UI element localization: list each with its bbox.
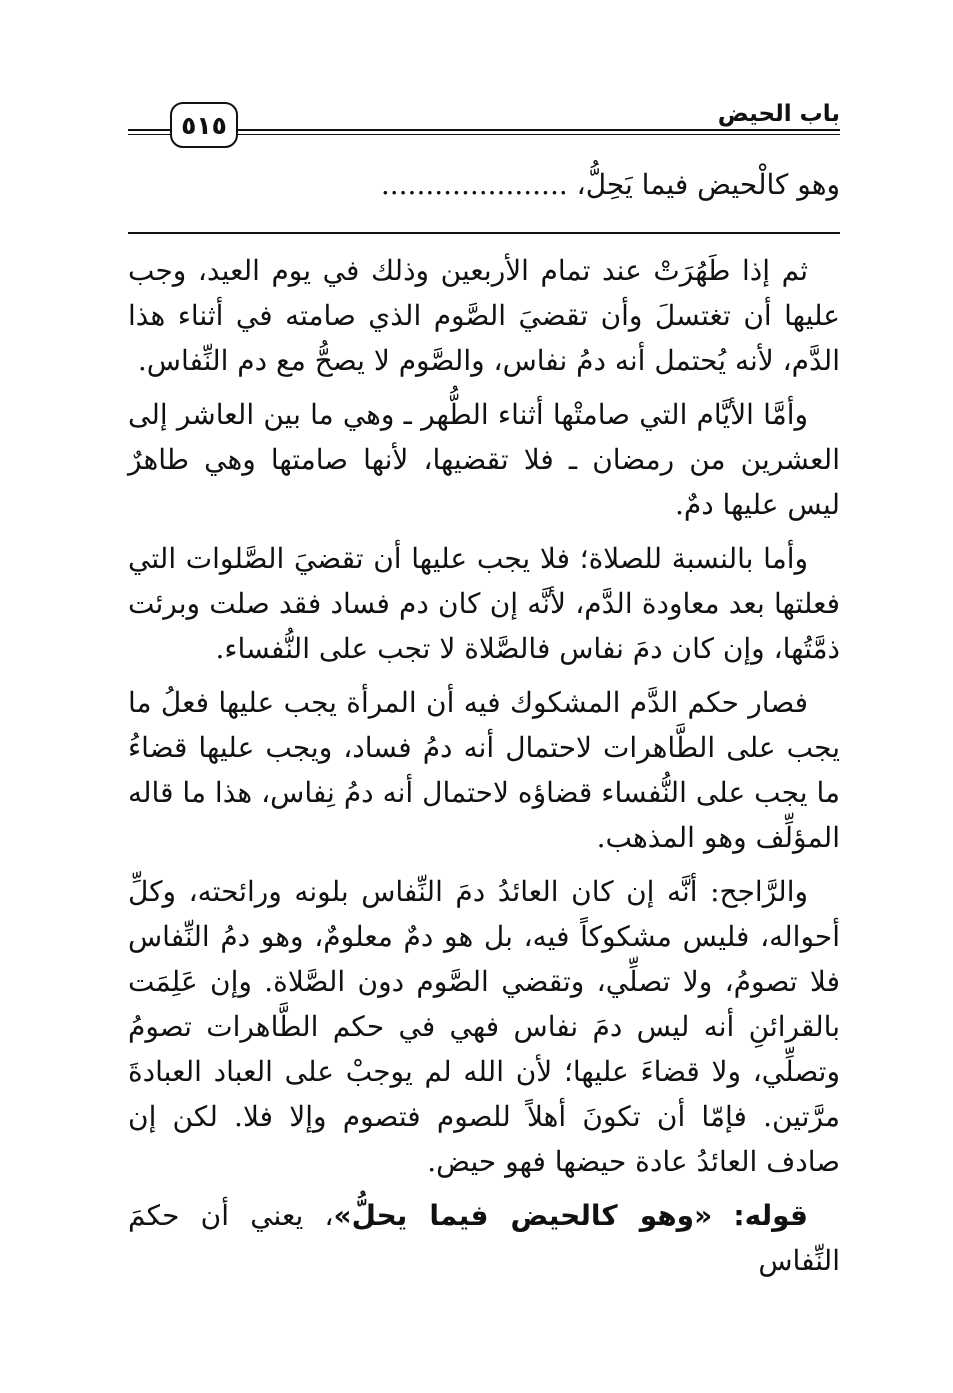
paragraph: والرَّاجح: أنَّه إن كان العائدُ دمَ النِّفاس بلونه ورائحته، وكلِّ أحواله، فليس مشكوكاً فيه، بل هو دمٌ معلومٌ، وهو دمُ النِّفاس فلا تصومُ، ولا تصلِّي، وتقضي الصَّوم دون الصَّلاة. وإن عَلِمَت بالقرائنِ أنه ليس دمَ نفاس فهي في حكم الطَّاهرات تصومُ وتصلِّي، ولا قضاءَ عليها؛ لأن الله لم يوجبْ على العباد العبادةَ مرَّتين. فإمّا أن تكونَ أهلاً للصوم فتصوم وإلا فلا. لكن إن صادف العائدُ عادة حيضها فهو حيض. [128, 875, 841, 1178]
paragraph: وأما بالنسبة للصلاة؛ فلا يجب عليها أن تقضيَ الصَّلوات التي فعلتها بعد معاودة الدَّم، لأنَّه إن كان دم فساد فقد صلت وبرئت ذمَّتُها، وإن كان دمَ نفاس فالصَّلاة لا تجب على النُّفساء. [128, 542, 840, 665]
quoted-matn: «وهو كالحيض فيما يحلُّ» [333, 1199, 713, 1232]
last-paragraph [128, 1193, 840, 1283]
page-number: ٥١٥ [170, 102, 238, 148]
chapter-title: باب الحيض [717, 101, 840, 127]
paragraph: فصار حكم الدَّم المشكوك فيه أن المرأة يجب عليها فعلُ ما يجب على الطَّاهرات لاحتمال أنه دمُ فساد، ويجب عليها قضاءُ ما يجب على النُّفساء قضاؤه لاحتمال أنه دمُ نِفاس، هذا ما قاله المؤلِّف وهو المذهب. [128, 686, 840, 854]
commentary-body [128, 248, 840, 1283]
page-header [128, 92, 840, 152]
separator-rule [128, 232, 840, 234]
paragraph-text: ، يعني أن حكمَ النِّفاس [128, 1199, 840, 1277]
paragraph: ثم إذا طَهُرَتْ عند تمام الأربعين وذلك في يوم العيد، وجب عليها أن تغتسلَ وأن تقضيَ الصَّوم الذي صامته في أثناء هذا الدَّم، لأنه يُحتمل أنه دمُ نفاس، والصَّوم لا يصحُّ مع دم النِّفاس. [128, 254, 840, 377]
paragraph: وأمَّا الأيَّام التي صامتْها أثناء الطُّهر ـ وهي ما بين العاشر إلى العشرين من رمضان ـ فلا تقضيها، لأنها صامتها وهي طاهرٌ ليس عليها دمٌ. [128, 398, 840, 521]
matn-text: وهو كالْحيض فيما يَحِلُّ، ..................... [380, 168, 840, 201]
quote-label: قوله: [733, 1199, 808, 1232]
